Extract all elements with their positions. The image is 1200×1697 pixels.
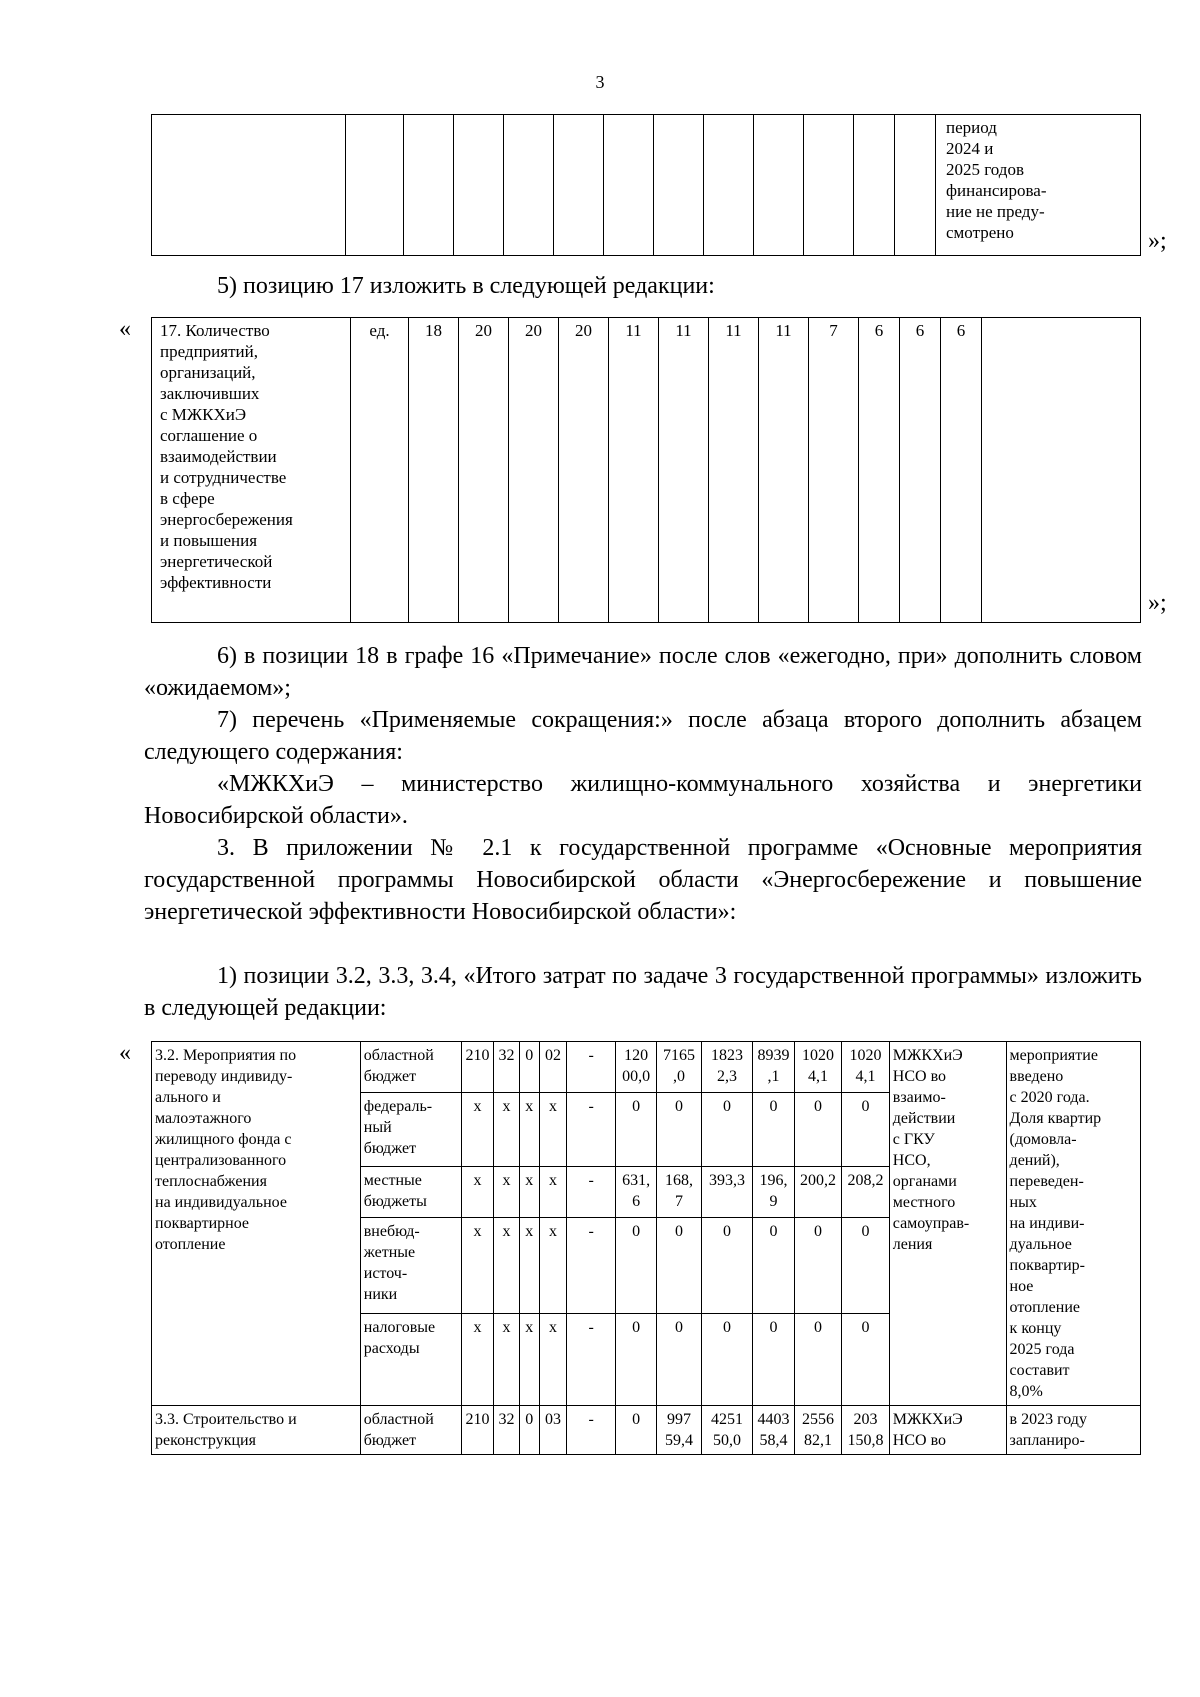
- code-cell: x: [519, 1314, 539, 1406]
- amount-cell: 0: [753, 1314, 794, 1406]
- code-cell: x: [539, 1218, 567, 1314]
- text-line: областной: [363, 1047, 434, 1064]
- text-line: областной: [363, 1411, 434, 1428]
- table-row: [152, 1406, 1141, 1455]
- text-line: с 2020 года.: [1009, 1089, 1090, 1106]
- text-line: ления: [892, 1236, 933, 1253]
- code-cell: x: [539, 1314, 567, 1406]
- text-line: ального и: [155, 1089, 221, 1106]
- text-line: поквартирное: [155, 1215, 249, 1232]
- text-line: и сотрудничестве: [160, 468, 287, 487]
- text-line: 17. Количество: [160, 321, 270, 340]
- text-line: с МЖКХиЭ: [160, 405, 247, 424]
- amount-cell: [753, 1406, 794, 1455]
- text-line: 631,: [622, 1171, 651, 1189]
- text-line: (домовла-: [1009, 1131, 1077, 1148]
- amount-cell: [701, 1042, 753, 1093]
- text-line: 2025 года: [1009, 1341, 1075, 1358]
- text-line: предприятий,: [160, 342, 258, 361]
- table-continued: [151, 114, 1141, 256]
- value-cell: 20: [559, 318, 609, 623]
- text-line: ных: [1009, 1194, 1037, 1211]
- text-line: эффективности: [160, 573, 272, 592]
- text-line: 4,1: [855, 1068, 876, 1085]
- value-cell: 6: [900, 318, 941, 623]
- text-line: 1823: [711, 1047, 744, 1064]
- text-line: и повышения: [160, 531, 258, 550]
- text-line: 4251: [711, 1411, 744, 1428]
- funding-source-cell: [360, 1093, 461, 1167]
- funding-source-cell: [360, 1166, 461, 1217]
- text-line: внебюд-: [363, 1223, 420, 1241]
- text-line: 3.3. Строительство и: [155, 1411, 297, 1428]
- code-cell: 02: [539, 1042, 567, 1093]
- code-cell: 03: [539, 1406, 567, 1455]
- amount-cell: [842, 1042, 890, 1093]
- section-3-text: 3. В приложении № 2.1 к государственной программе «Основные мероприятия государственной программы Новосибирской области «Энергосбережение и повышение энергетической эффективности Новосибирской области»:: [144, 835, 1142, 925]
- expected-result-cell: [1006, 1406, 1140, 1455]
- text-line: взаимо-: [892, 1089, 946, 1106]
- text-line: ный: [363, 1119, 392, 1137]
- value-cell: 11: [609, 318, 659, 623]
- note-line: 2025 годов: [946, 160, 1024, 179]
- text-line: самоуправ-: [892, 1215, 970, 1232]
- text-line: к концу: [1009, 1320, 1062, 1337]
- note-line: 2024 и: [946, 139, 994, 158]
- amount-cell: 0: [794, 1218, 842, 1314]
- value-cell: 11: [709, 318, 759, 623]
- code-cell: -: [567, 1166, 616, 1217]
- code-cell: x: [462, 1093, 494, 1167]
- table-main-activities: [151, 1041, 1141, 1455]
- code-cell: -: [567, 1093, 616, 1167]
- text-line: 7: [675, 1192, 683, 1210]
- code-cell: -: [567, 1314, 616, 1406]
- text-line: 8,0%: [1009, 1383, 1043, 1400]
- value-cell: 20: [509, 318, 559, 623]
- text-line: бюджеты: [363, 1192, 427, 1210]
- table-row: [152, 115, 1141, 256]
- text-line: 196,: [759, 1171, 788, 1189]
- text-line: жетные: [363, 1244, 416, 1262]
- text-line: дуальное: [1009, 1236, 1072, 1253]
- text-line: 7165: [663, 1047, 695, 1064]
- text-line: 150,8: [847, 1432, 884, 1449]
- funding-source-cell: [360, 1042, 461, 1093]
- code-cell: x: [494, 1314, 520, 1406]
- value-cell: 6: [859, 318, 900, 623]
- text-line: отопление: [1009, 1299, 1080, 1316]
- funding-source-cell: [360, 1314, 461, 1406]
- amount-cell: 0: [615, 1406, 656, 1455]
- amount-cell: 0: [842, 1314, 890, 1406]
- text-line: переведен-: [1009, 1173, 1084, 1190]
- item-6-text: 6) в позиции 18 в графе 16 «Примечание» после слов «ежегодно, при» дополнить словом «ожидаемом»;: [144, 643, 1142, 701]
- code-cell: x: [519, 1218, 539, 1314]
- text-line: 997: [667, 1411, 691, 1428]
- value-cell: 18: [409, 318, 459, 623]
- amount-cell: [753, 1042, 794, 1093]
- amount-cell: 393,3: [701, 1166, 753, 1217]
- value-cell: 20: [459, 318, 509, 623]
- code-cell: x: [462, 1218, 494, 1314]
- code-cell: x: [494, 1093, 520, 1167]
- amount-cell: 208,2: [842, 1166, 890, 1217]
- value-cell: 11: [659, 318, 709, 623]
- amount-cell: [794, 1406, 842, 1455]
- unit-cell: ед.: [351, 318, 409, 623]
- text-line: запланиро-: [1009, 1432, 1085, 1449]
- text-line: 82,1: [803, 1432, 832, 1449]
- code-cell: 32: [494, 1406, 520, 1455]
- text-line: источ-: [363, 1265, 408, 1283]
- amount-cell: 0: [701, 1093, 753, 1167]
- text-line: 9: [769, 1192, 778, 1210]
- text-line: переводу индивиду-: [155, 1068, 293, 1085]
- code-cell: 210: [462, 1042, 494, 1093]
- item-3-1-text: 1) позиции 3.2, 3.3, 3.4, «Итого затрат по задаче 3 государственной программы» изложить в следующей редакции:: [144, 963, 1142, 1021]
- text-line: бюджет: [363, 1432, 417, 1449]
- text-line: дений),: [1009, 1152, 1060, 1169]
- text-line: 4,1: [807, 1068, 828, 1085]
- text-line: местные: [363, 1171, 422, 1189]
- note-cell: [936, 115, 1141, 256]
- text-line: заключивших: [160, 384, 260, 403]
- amount-cell: 0: [753, 1093, 794, 1167]
- text-line: 58,4: [759, 1432, 788, 1449]
- text-line: 203: [853, 1411, 878, 1428]
- text-line: организаций,: [160, 363, 256, 382]
- text-line: отопление: [155, 1236, 226, 1253]
- value-cell: 11: [759, 318, 809, 623]
- code-cell: 0: [519, 1042, 539, 1093]
- code-cell: -: [567, 1406, 616, 1455]
- abbreviation-definition: «МЖКХиЭ – министерство жилищно-коммунального хозяйства и энергетики Новосибирской области».: [144, 771, 1142, 829]
- closing-quote: »;: [1148, 228, 1167, 254]
- amount-cell: 0: [842, 1093, 890, 1167]
- value-cell: 7: [809, 318, 859, 623]
- text-line: 2,3: [717, 1068, 738, 1085]
- text-line: реконструкция: [155, 1432, 256, 1449]
- amount-cell: [657, 1166, 701, 1217]
- text-line: теплоснабжения: [155, 1173, 267, 1190]
- amount-cell: [794, 1042, 842, 1093]
- amount-cell: 0: [701, 1314, 753, 1406]
- note-line: период: [946, 118, 997, 137]
- text-line: НСО во: [892, 1068, 947, 1085]
- executor-cell: [889, 1042, 1006, 1406]
- note-cell: [982, 318, 1141, 623]
- amount-cell: [753, 1166, 794, 1217]
- code-cell: x: [462, 1314, 494, 1406]
- opening-quote: «: [119, 1040, 131, 1066]
- text-line: 2556: [801, 1411, 834, 1428]
- amount-cell: [615, 1166, 656, 1217]
- note-line: ние не преду-: [946, 202, 1045, 221]
- code-cell: x: [539, 1093, 567, 1167]
- text-line: централизованного: [155, 1152, 287, 1169]
- text-line: НСО во: [892, 1432, 947, 1449]
- amount-cell: 0: [657, 1218, 701, 1314]
- text-line: 59,4: [665, 1432, 693, 1449]
- amount-cell: 0: [701, 1218, 753, 1314]
- text-line: соглашение о: [160, 426, 258, 445]
- expected-result-cell: [1006, 1042, 1140, 1406]
- text-line: на индивидуальное: [155, 1194, 287, 1211]
- code-cell: x: [494, 1166, 520, 1217]
- amount-cell: 0: [753, 1218, 794, 1314]
- text-line: федераль-: [363, 1098, 433, 1116]
- code-cell: 32: [494, 1042, 520, 1093]
- note-line: смотрено: [946, 223, 1014, 242]
- text-line: 4403: [757, 1411, 790, 1428]
- amount-cell: 0: [657, 1314, 701, 1406]
- amount-cell: 0: [615, 1314, 656, 1406]
- text-line: 00,0: [622, 1068, 651, 1085]
- text-line: энергетической: [160, 552, 273, 571]
- text-line: ное: [1009, 1278, 1034, 1295]
- text-line: взаимодействии: [160, 447, 277, 466]
- text-line: местного: [892, 1194, 956, 1211]
- code-cell: x: [462, 1166, 494, 1217]
- amount-cell: [701, 1406, 753, 1455]
- amount-cell: 0: [842, 1218, 890, 1314]
- text-line: МЖКХиЭ: [892, 1411, 963, 1428]
- funding-source-cell: [360, 1218, 461, 1314]
- text-line: бюджет: [363, 1068, 417, 1085]
- item-5-text: 5) позицию 17 изложить в следующей редакции:: [217, 273, 715, 299]
- amount-cell: [657, 1406, 701, 1455]
- text-line: в сфере: [160, 489, 215, 508]
- text-line: ,0: [673, 1068, 685, 1085]
- opening-quote: «: [119, 316, 131, 342]
- table-position-17: [151, 317, 1141, 623]
- code-cell: -: [567, 1218, 616, 1314]
- text-line: действии: [892, 1110, 956, 1127]
- text-line: малоэтажного: [155, 1110, 252, 1127]
- amount-cell: 0: [615, 1218, 656, 1314]
- text-line: энергосбережения: [160, 510, 293, 529]
- funding-source-cell: [360, 1406, 461, 1455]
- text-line: мероприятие: [1009, 1047, 1098, 1064]
- amount-cell: [615, 1042, 656, 1093]
- table-row: [152, 318, 1141, 623]
- text-line: налоговые: [363, 1319, 436, 1336]
- text-line: ,1: [767, 1068, 780, 1085]
- text-line: в 2023 году: [1009, 1411, 1087, 1428]
- text-line: 50,0: [713, 1432, 742, 1449]
- amount-cell: 0: [794, 1314, 842, 1406]
- text-line: 168,: [665, 1171, 693, 1189]
- code-cell: x: [519, 1093, 539, 1167]
- code-cell: x: [539, 1166, 567, 1217]
- text-line: 8939: [757, 1047, 790, 1064]
- text-line: МЖКХиЭ: [892, 1047, 963, 1064]
- code-cell: -: [567, 1042, 616, 1093]
- text-line: НСО,: [892, 1152, 931, 1169]
- value-cell: 6: [941, 318, 982, 623]
- amount-cell: 0: [657, 1093, 701, 1167]
- text-line: жилищного фонда с: [155, 1131, 292, 1148]
- text-line: с ГКУ: [892, 1131, 935, 1148]
- text-line: поквартир-: [1009, 1257, 1085, 1274]
- page-number: 3: [595, 72, 605, 92]
- activity-name-cell: [152, 1406, 361, 1455]
- activity-name-cell: [152, 1042, 361, 1406]
- text-line: составит: [1009, 1362, 1070, 1379]
- text-line: 120: [624, 1047, 649, 1064]
- code-cell: x: [519, 1166, 539, 1217]
- text-line: органами: [892, 1173, 957, 1190]
- executor-cell: [889, 1406, 1006, 1455]
- text-line: ники: [363, 1286, 398, 1304]
- text-line: введено: [1009, 1068, 1064, 1085]
- closing-quote: »;: [1148, 590, 1167, 616]
- item-7-text: 7) перечень «Применяемые сокращения:» после абзаца второго дополнить абзацем следующего содержания:: [144, 707, 1142, 765]
- code-cell: 210: [462, 1406, 494, 1455]
- table-row: [152, 1042, 1141, 1093]
- text-line: на индиви-: [1009, 1215, 1085, 1232]
- amount-cell: 200,2: [794, 1166, 842, 1217]
- text-line: 6: [632, 1192, 641, 1210]
- text-line: 3.2. Мероприятия по: [155, 1047, 297, 1064]
- amount-cell: 0: [794, 1093, 842, 1167]
- code-cell: x: [494, 1218, 520, 1314]
- text-line: бюджет: [363, 1140, 417, 1158]
- text-line: расходы: [363, 1340, 420, 1357]
- text-line: 1020: [801, 1047, 834, 1064]
- text-line: 1020: [849, 1047, 882, 1064]
- indicator-name-cell: [152, 318, 351, 623]
- amount-cell: [842, 1406, 890, 1455]
- amount-cell: 0: [615, 1093, 656, 1167]
- note-line: финансирова-: [946, 181, 1047, 200]
- code-cell: 0: [519, 1406, 539, 1455]
- text-line: Доля квартир: [1009, 1110, 1102, 1127]
- amount-cell: [657, 1042, 701, 1093]
